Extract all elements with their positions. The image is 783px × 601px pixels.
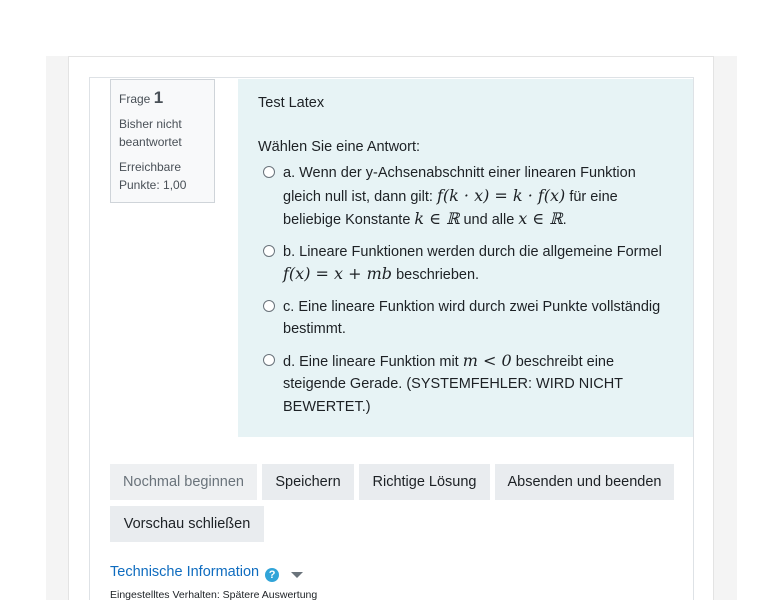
question-grade: Erreichbare Punkte: 1,00 (119, 160, 187, 192)
question-info-box (110, 79, 215, 203)
option-text: Lineare Funktionen werden durch die allgemeine Formel (299, 243, 662, 260)
answer-option-b[interactable] (258, 241, 673, 287)
option-text: Eine lineare Funktion mit (299, 353, 459, 370)
math-formula: x ∈ ℝ (518, 209, 563, 228)
chevron-down-icon[interactable] (291, 572, 303, 578)
math-formula: f(k · x) = k · f(x) (436, 185, 566, 205)
technical-info-toggle[interactable] (110, 564, 279, 582)
math-formula: m < 0 (462, 350, 512, 370)
question-number: Frage 1 (119, 88, 164, 107)
question-state: Bisher nicht beantwortet (119, 117, 182, 149)
math-formula: k ∈ ℝ (414, 209, 460, 228)
answer-option-a[interactable] (258, 162, 673, 232)
math-formula: f(x) = x + mb (283, 264, 393, 283)
answer-option-c[interactable] (258, 296, 673, 341)
option-text: Wenn der y-Achsenabschnitt einer linearen Funktion gleich null ist, dann gilt: (283, 165, 636, 205)
submit-button[interactable]: Absenden und beenden (495, 464, 674, 500)
option-text: Eine lineare Funktion wird durch zwei Punkte vollständig bestimmt. (283, 298, 661, 337)
option-letter: d. (283, 353, 296, 370)
answer-options (258, 162, 673, 418)
radio-button-c[interactable] (263, 300, 275, 312)
behaviour-info: Eingestelltes Verhalten: Spätere Auswertung (110, 589, 318, 601)
answer-option-d[interactable] (258, 350, 673, 419)
radio-button-b[interactable] (263, 245, 275, 257)
option-text: für eine beliebige Konstante (283, 188, 618, 228)
answer-prompt: Wählen Sie eine Antwort: (258, 139, 421, 155)
help-icon[interactable]: ? (265, 568, 279, 582)
option-text: beschreibt eine steigende Gerade. (SYSTEMFEHLER: WIRD NICHT BEWERTET.) (283, 353, 623, 415)
fill-correct-button[interactable]: Richtige Lösung (359, 464, 490, 500)
option-text: und alle (463, 212, 515, 228)
radio-button-a[interactable] (263, 166, 275, 178)
save-button[interactable]: Speichern (262, 464, 354, 500)
radio-button-d[interactable] (263, 354, 275, 366)
option-text: beschrieben. (396, 267, 480, 283)
option-letter: c. (283, 298, 295, 315)
option-letter: b. (283, 243, 296, 260)
option-text: . (562, 212, 567, 228)
technical-info-label[interactable]: Technische Information (110, 564, 260, 580)
close-preview-button[interactable]: Vorschau schließen (110, 506, 264, 542)
question-text: Test Latex (258, 95, 325, 111)
question-content (238, 79, 693, 437)
restart-button[interactable]: Nochmal beginnen (110, 464, 257, 500)
option-letter: a. (283, 165, 296, 181)
